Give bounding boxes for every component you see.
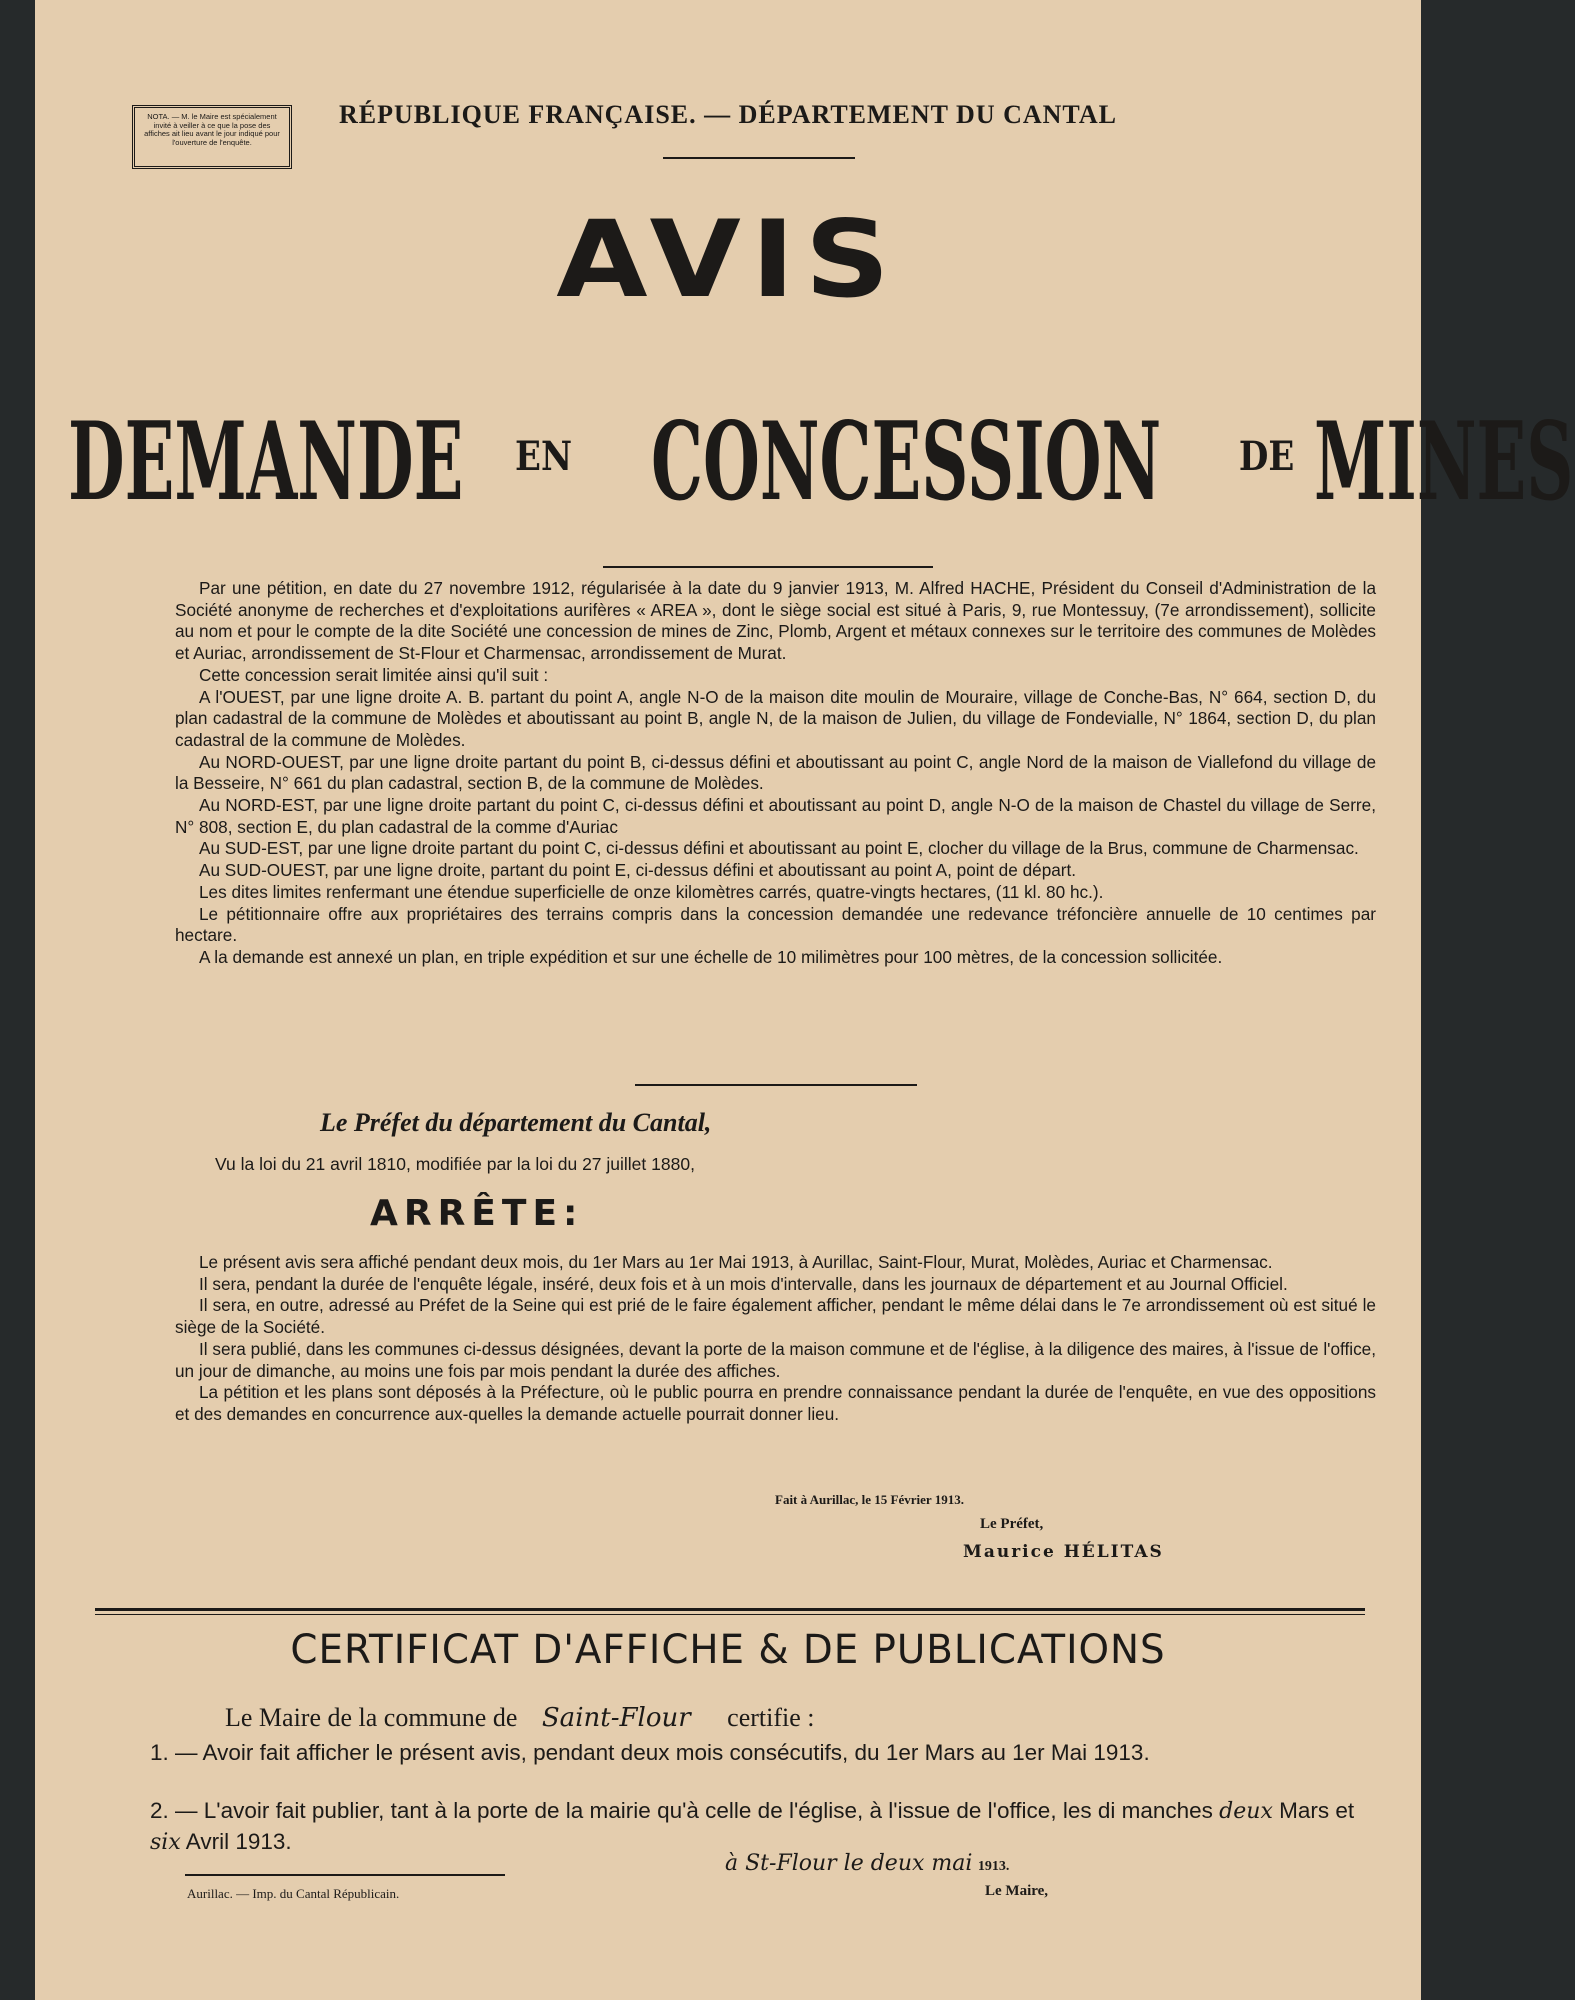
certificate-rule-thick	[95, 1608, 1365, 1611]
petition-paragraph: A la demande est annexé un plan, en triple expédition et sur une échelle de 10 milimètres pour 100 mètres, de la concession sollicitée.	[199, 946, 1223, 967]
vu-clause: Vu la loi du 21 avril 1810, modifiée par la loi du 27 juillet 1880,	[215, 1154, 695, 1174]
nota-box: NOTA. — M. le Maire est spécialement invité à veiller à ce que la pose des affiches ait lieu avant le jour indiqué pour l'ouverture de l'enquête.	[132, 105, 292, 169]
commune-handwritten: Saint-Flour	[541, 1703, 691, 1733]
section-rule	[635, 1084, 917, 1086]
item2-handwritten-2: six	[150, 1830, 181, 1855]
header-rule	[663, 157, 855, 159]
subtitle-word-demande: DEMANDE	[68, 398, 464, 525]
item2-text-b: Mars et	[1279, 1798, 1355, 1823]
certificate-maire-line	[225, 1703, 815, 1733]
petition-text	[175, 578, 1376, 969]
petition-paragraph: Par une pétition, en date du 27 novembre 1912, régularisée à la date du 9 janvier 1913, M. Alfred HACHE, Président du Conseil d'Administration de la Société anonyme de recherches et d'exploitations aurifères « AREA », dont le siège social est situé à Paris, 9, rue Montessuy, (7e arrondissement), sollicite au nom et pour le compte de la dite Société une concession de mines de Zinc, Plomb, Argent et métaux connexes sur le territoire des communes de Molèdes et Auriac, arrondissement de St-Flour et Charmensac, arrondissement de Murat.	[175, 578, 1376, 664]
item2-handwritten-1: deux	[1219, 1799, 1273, 1824]
prefet-title: Le Préfet du département du Cantal,	[320, 1108, 712, 1137]
prefet-name: Maurice HÉLITAS	[963, 1542, 1164, 1562]
certificate-item-2	[150, 1796, 1370, 1858]
header: RÉPUBLIQUE FRANÇAISE. — DÉPARTEMENT DU CANTAL	[339, 100, 1117, 129]
arrete-paragraph: Il sera, pendant la durée de l'enquête légale, inséré, deux fois et à un mois d'intervalle, dans les journaux de département et au Journal Officiel.	[199, 1273, 1288, 1294]
petition-paragraph: Cette concession serait limitée ainsi qu'il suit :	[199, 664, 549, 685]
arrete-heading: ARRÊTE:	[370, 1193, 584, 1234]
maire-prefix: Le Maire de la commune de	[225, 1703, 518, 1732]
petition-paragraph: Au NORD-OUEST, par une ligne droite partant du point B, ci-dessus défini et aboutissant au point C, angle Nord de la maison de Viallefond du village de la Besseire, N° 661 du plan cadastral, section B, de la commune de Molèdes.	[175, 751, 1376, 794]
item2-text-c: Avril 1913.	[185, 1829, 292, 1854]
subtitle-rule	[603, 566, 933, 568]
subtitle-word-de: DE	[1239, 433, 1295, 480]
le-maire: Le Maire,	[985, 1883, 1049, 1899]
title-avis: AVIS	[556, 196, 900, 322]
poster	[35, 0, 1574, 2000]
petition-paragraph: Au SUD-EST, par une ligne droite partant du point C, ci-dessus défini et aboutissant au point E, clocher du village de la Brus, commune de Charmensac.	[199, 838, 1359, 859]
petition-paragraph: Au NORD-EST, par une ligne droite partant du point C, ci-dessus défini et aboutissant au point D, angle N-O de la maison de Chastel du village de Serre, N° 808, section E, du plan cadastral de la comme d'Auriac	[175, 795, 1376, 837]
subtitle-word-en: EN	[514, 433, 572, 480]
petition-paragraph: Les dites limites renfermant une étendue superficielle de onze kilomètres carrés, quatre-vingts hectares, (11 kl. 80 hc.).	[199, 881, 1104, 902]
petition-paragraph: Au SUD-OUEST, par une ligne droite, partant du point E, ci-dessus défini et aboutissant au point A, point de départ.	[199, 860, 1077, 881]
arrete-text	[175, 1252, 1376, 1426]
signed-place-handwritten: à St-Flour le deux mai	[725, 1851, 973, 1876]
subtitle-word-mines: MINES	[1314, 398, 1574, 525]
petition-paragraph: A l'OUEST, par une ligne droite A. B. partant du point A, angle N-O de la maison dite moulin de Mouraire, village de Conche-Bas, N° 664, section D, du plan cadastral de la commune de Molèdes et aboutissant au point B, angle N, de la maison de Julien, du village de Fondevialle, N° 1864, section D, du plan cadastral de la commune de Molèdes.	[175, 686, 1376, 750]
signed-year: 1913.	[977, 1859, 1010, 1874]
arrete-paragraph: Il sera publié, dans les communes ci-dessus désignées, devant la porte de la maison commune et de l'église, à la diligence des maires, à l'issue de l'office, un jour de dimanche, au moins une fois par mois pendant la durée des affiches.	[175, 1338, 1376, 1381]
subtitle	[35, 398, 1574, 545]
imprint: Aurillac. — Imp. du Cantal Républicain.	[187, 1886, 400, 1901]
certificate-rule-thin	[95, 1614, 1365, 1615]
certificate-item-1: 1. — Avoir fait afficher le présent avis, pendant deux mois consécutifs, du 1er Mars au 1er Mai 1913.	[150, 1740, 1150, 1765]
petition-paragraph: Le pétitionnaire offre aux propriétaires des terrains compris dans la concession demandée une redevance tréfoncière annuelle de 10 centimes par hectare.	[175, 903, 1376, 946]
item2-text-a: 2. — L'avoir fait publier, tant à la porte de la mairie qu'à celle de l'église, à l'issue de l'office, les di manches	[150, 1798, 1213, 1823]
imprint-rule	[185, 1874, 505, 1876]
subtitle-word-concession: CONCESSION	[650, 398, 1161, 525]
le-prefet: Le Préfet,	[980, 1516, 1044, 1532]
certificate-title: CERTIFICAT D'AFFICHE & DE PUBLICATIONS	[290, 1627, 1166, 1673]
fait-date: Fait à Aurillac, le 15 Février 1913.	[775, 1492, 964, 1507]
signature-date	[725, 1850, 1009, 1876]
arrete-paragraph: La pétition et les plans sont déposés à la Préfecture, où le public pourra en prendre connaissance pendant la durée de l'enquête, en vue des oppositions et des demandes en concurrence aux-quelles la demande actuelle pourrait donner lieu.	[175, 1382, 1376, 1424]
maire-suffix: certifie :	[727, 1703, 815, 1732]
arrete-paragraph: Il sera, en outre, adressé au Préfet de la Seine qui est prié de le faire également afficher, pendant le même délai dans le 7e arrondissement où est situé le siège de la Société.	[175, 1295, 1376, 1338]
arrete-paragraph: Le présent avis sera affiché pendant deux mois, du 1er Mars au 1er Mai 1913, à Aurillac, Saint-Flour, Murat, Molèdes, Auriac et Charmensac.	[199, 1252, 1273, 1272]
